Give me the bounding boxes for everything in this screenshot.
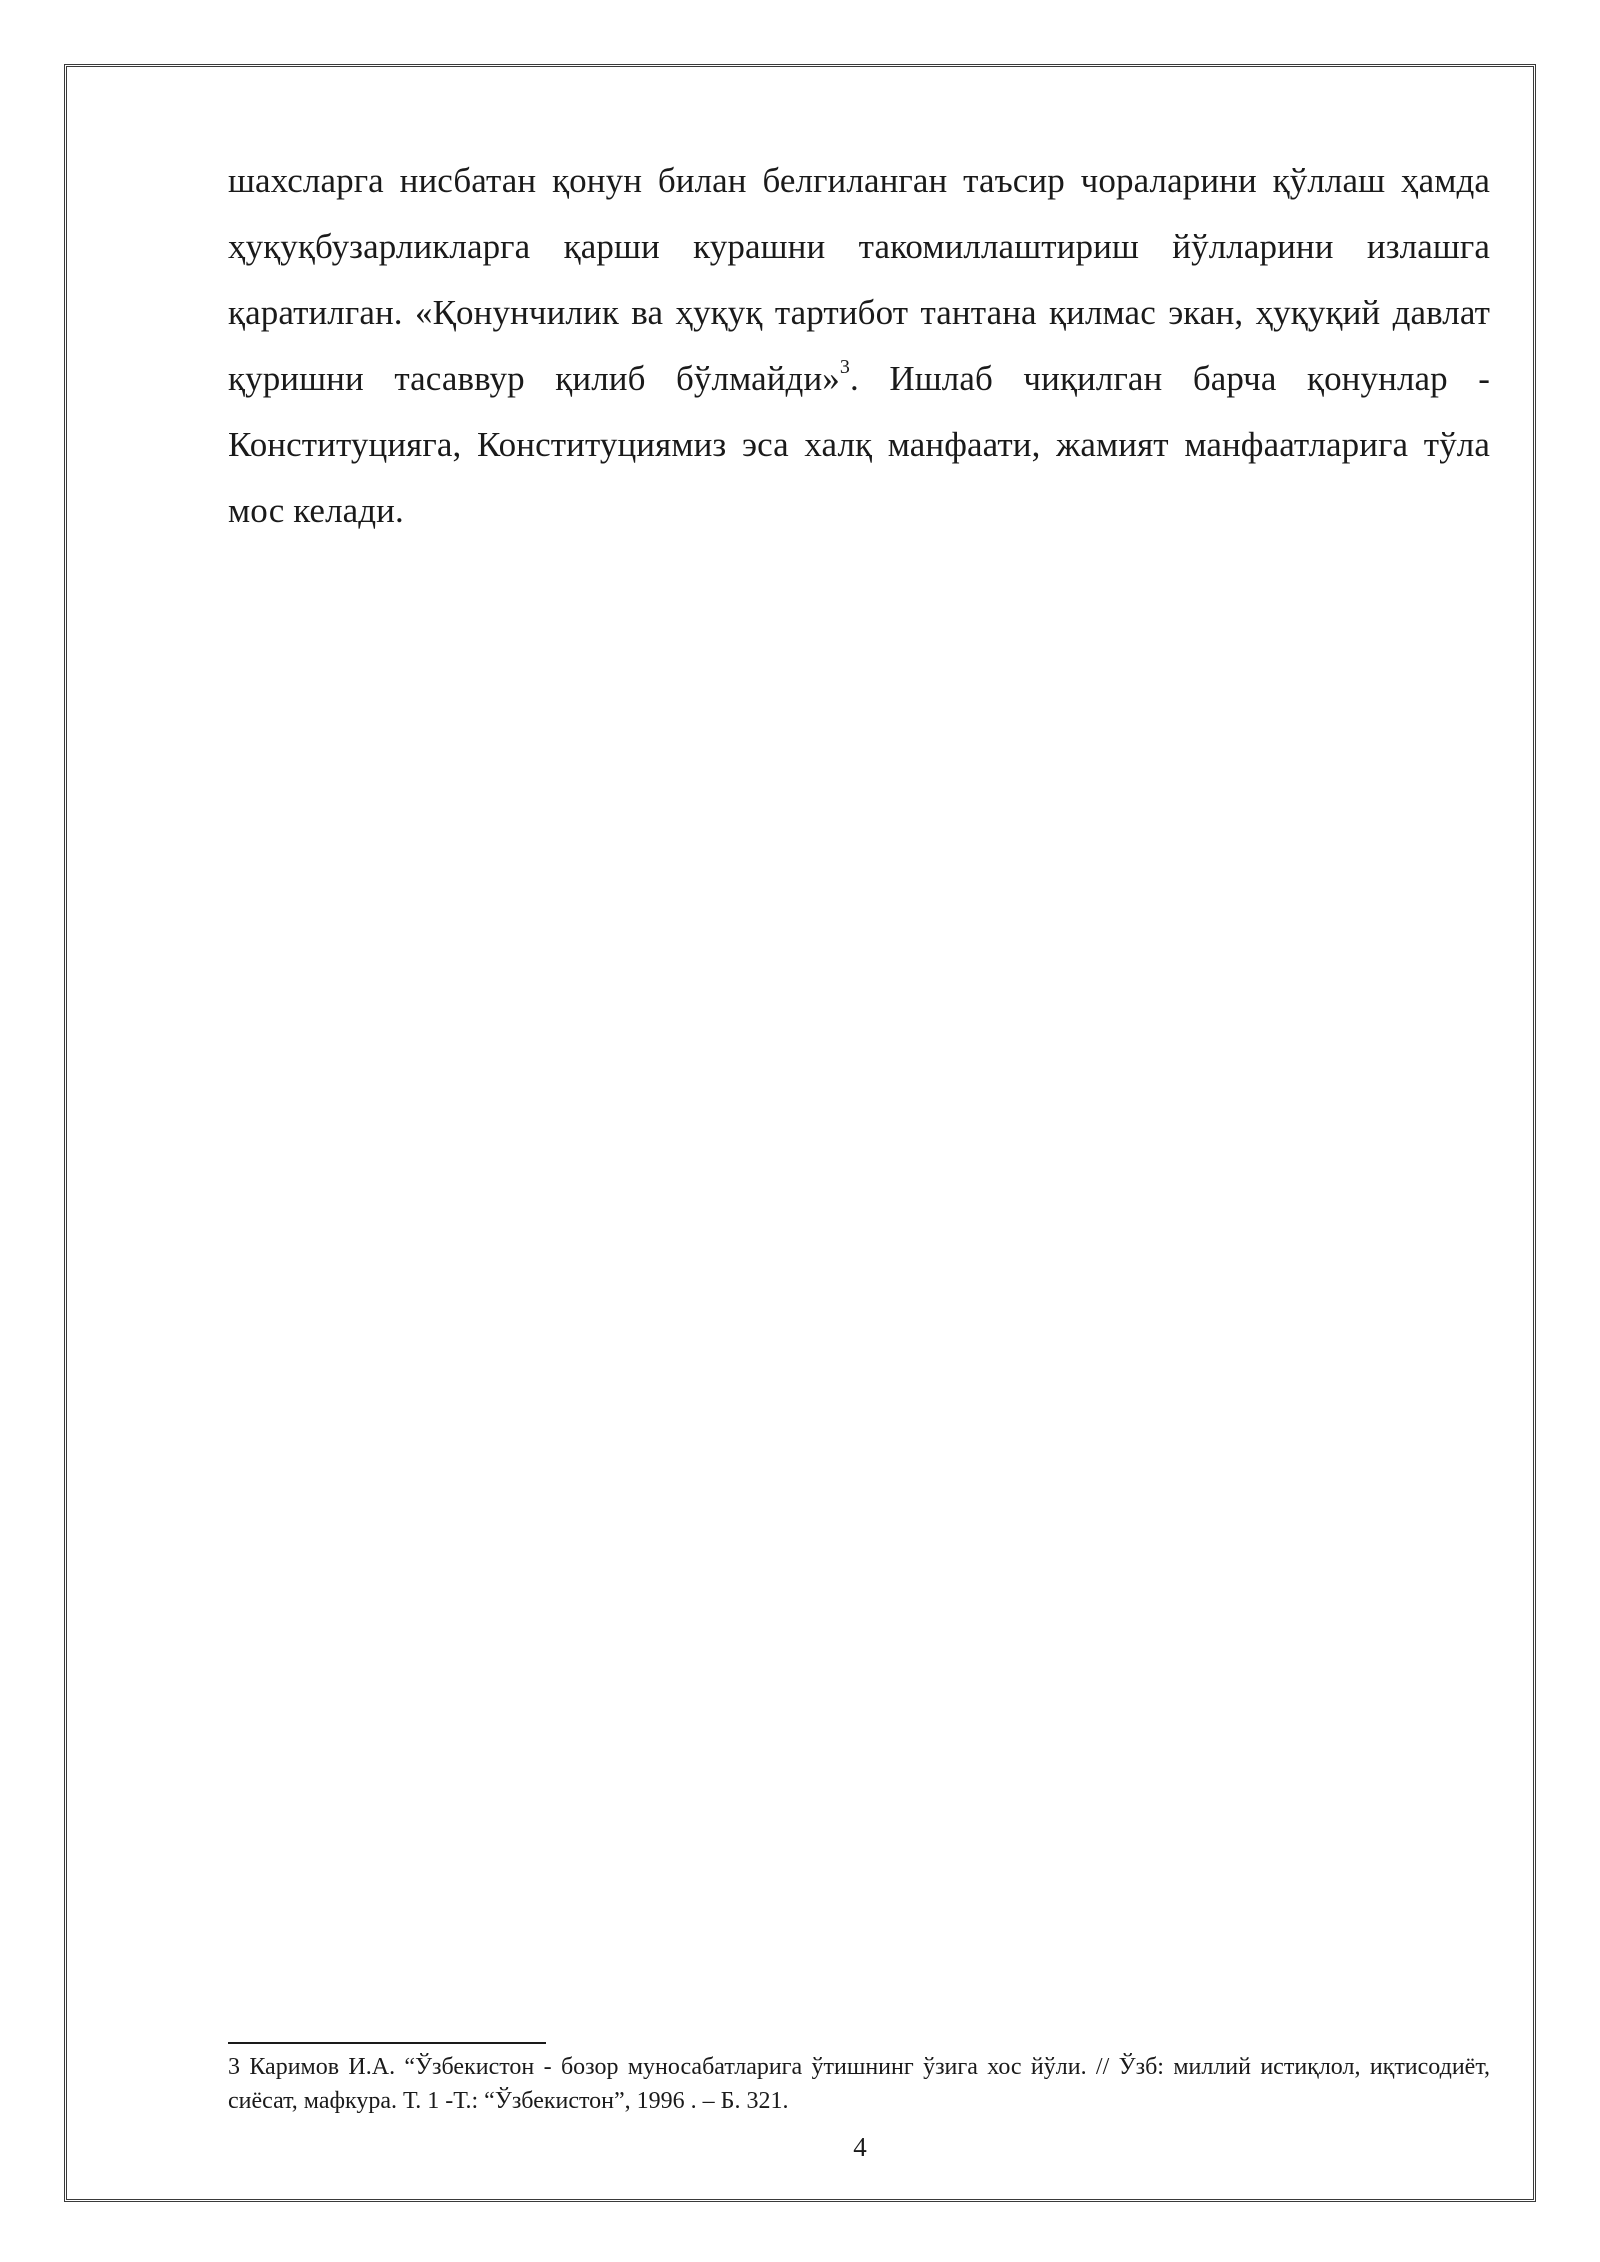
body-paragraph: [228, 148, 1490, 544]
page-number: 4: [853, 2132, 867, 2162]
footnote-separator: [228, 2042, 546, 2044]
paragraph-text: шахсларга нисбатан қонун билан белгиланган таъсир чораларини қўллаш ҳамда ҳуқуқбузарликларга қарши курашни такомиллаштириш йўлларини излашга қаратилган. «Қонунчилик ва ҳуқуқ тартибот тантана қилмас экан, ҳуқуқий давлат қуришни тасаввур қилиб бўлмайди»: [228, 161, 1490, 398]
footnote: 3 Каримов И.А. “Ўзбекистон - бозор муносабатларига ўтишнинг ўзига хос йўли. // Ўзб: миллий истиқлол, иқтисодиёт, сиёсат, мафкура. Т. 1 -Т.: “Ўзбекистон”, 1996 . – Б. 321.: [228, 2054, 1490, 2114]
paragraph-text-continued: . Ишлаб чиқилган барча қонунлар - Конституцияга, Конституциямиз эса халқ манфаати, жамият манфаатларига тўла мос келади.: [228, 359, 1491, 530]
footnote-reference[interactable]: 3: [839, 356, 851, 379]
